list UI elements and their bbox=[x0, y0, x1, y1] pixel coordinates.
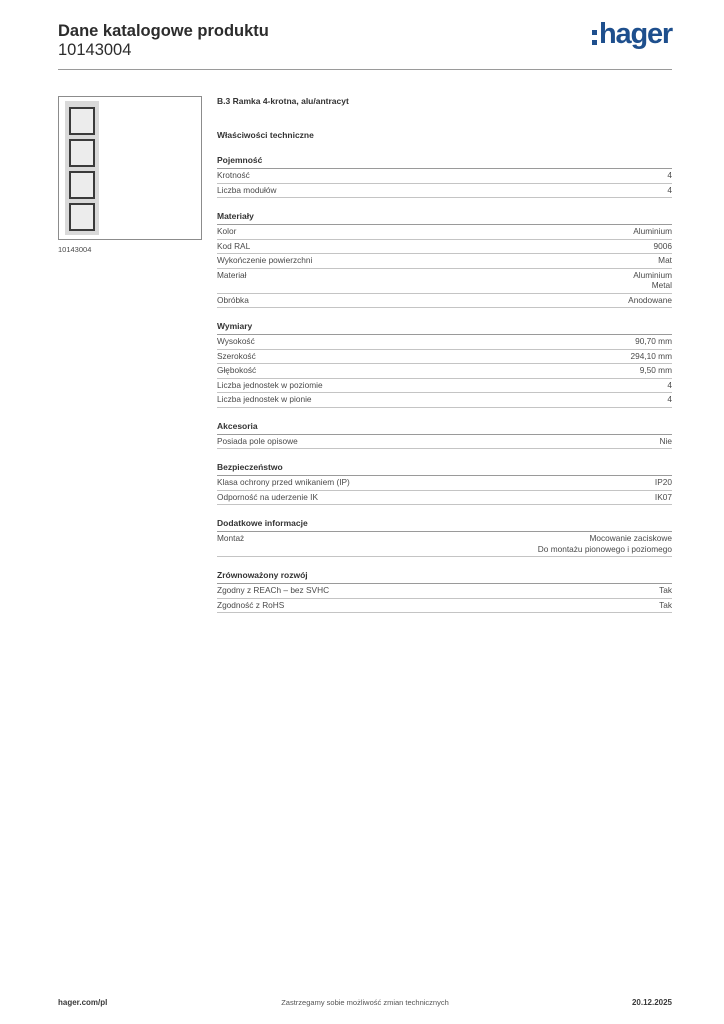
property-value-line: IP20 bbox=[654, 477, 672, 487]
property-value-line: 4 bbox=[667, 170, 672, 180]
property-label: Klasa ochrony przed wnikaniem (IP) bbox=[217, 477, 350, 487]
property-row bbox=[217, 254, 672, 269]
property-value bbox=[659, 600, 672, 611]
section bbox=[217, 461, 672, 505]
properties-sections bbox=[217, 154, 672, 613]
property-row bbox=[217, 532, 672, 557]
section-title: Wymiary bbox=[217, 320, 672, 335]
section-title: Bezpieczeństwo bbox=[217, 461, 672, 476]
property-label: Obróbka bbox=[217, 294, 249, 305]
product-name: B.3 Ramka 4-krotna, alu/antracyt bbox=[217, 96, 349, 106]
property-label: Odporność na uderzenie IK bbox=[217, 491, 319, 502]
property-value bbox=[658, 255, 672, 266]
property-value bbox=[659, 585, 672, 596]
property-value-line: Tak bbox=[659, 585, 672, 595]
property-label: Wykończenie powierzchni bbox=[217, 255, 313, 265]
property-label: Liczba jednostek w pionie bbox=[217, 394, 312, 404]
header-divider bbox=[58, 69, 672, 70]
property-row bbox=[217, 476, 672, 491]
property-label: Zgodny z REACh – bez SVHC bbox=[217, 585, 330, 595]
property-value bbox=[667, 170, 672, 181]
property-value bbox=[655, 477, 672, 488]
footer-date: 20.12.2025 bbox=[631, 998, 672, 1007]
property-value bbox=[654, 241, 672, 252]
property-label: Liczba jednostek w poziomie bbox=[217, 379, 323, 390]
property-value bbox=[640, 365, 672, 376]
property-row bbox=[217, 294, 672, 309]
section bbox=[217, 154, 672, 198]
property-row bbox=[217, 225, 672, 240]
section bbox=[217, 210, 672, 308]
property-row bbox=[217, 364, 672, 379]
section-title: Pojemność bbox=[217, 154, 672, 169]
property-label: Kolor bbox=[217, 226, 237, 236]
property-value-line: 9006 bbox=[653, 240, 672, 251]
property-row bbox=[217, 335, 672, 350]
property-value bbox=[667, 185, 672, 196]
product-number: 10143004 bbox=[58, 41, 132, 59]
property-row bbox=[217, 379, 672, 394]
image-caption: 10143004 bbox=[58, 245, 92, 254]
property-value-line: Aluminium bbox=[633, 269, 672, 280]
product-details bbox=[217, 95, 672, 613]
property-value-line: Anodowane bbox=[628, 294, 672, 305]
property-row bbox=[217, 584, 672, 599]
property-value bbox=[628, 295, 672, 306]
properties-title: Właściwości techniczne bbox=[217, 130, 314, 140]
property-label: Kod RAL bbox=[217, 240, 251, 251]
property-value bbox=[655, 492, 672, 503]
hager-logo[interactable] bbox=[592, 18, 672, 50]
property-value-line: Do montażu pionowego i poziomego bbox=[537, 543, 672, 554]
property-value-line: Aluminium bbox=[633, 226, 672, 236]
section-title: Zrównoważony rozwój bbox=[217, 569, 672, 584]
property-value bbox=[630, 351, 672, 362]
property-label: Głębokość bbox=[217, 365, 257, 375]
property-value bbox=[635, 336, 672, 347]
property-value bbox=[660, 436, 672, 447]
property-row bbox=[217, 599, 672, 614]
section-title: Akcesoria bbox=[217, 420, 672, 435]
property-value-line: Metal bbox=[651, 280, 672, 290]
property-row bbox=[217, 435, 672, 450]
property-row bbox=[217, 350, 672, 365]
property-value-line: 4 bbox=[667, 184, 672, 195]
logo-dots-icon bbox=[592, 30, 597, 45]
section bbox=[217, 320, 672, 408]
footer-website-link[interactable]: hager.com/pl bbox=[58, 998, 108, 1007]
property-value-line: 9,50 mm bbox=[639, 365, 672, 375]
property-value-line: Tak bbox=[659, 599, 672, 610]
property-value bbox=[538, 533, 672, 554]
property-value-line: 294,10 mm bbox=[630, 350, 672, 361]
property-value-line: 4 bbox=[667, 379, 672, 390]
section bbox=[217, 569, 672, 613]
property-value bbox=[667, 380, 672, 391]
property-row bbox=[217, 269, 672, 294]
section-title: Materiały bbox=[217, 210, 672, 225]
property-label: Posiada pole opisowe bbox=[217, 435, 298, 446]
property-value bbox=[633, 226, 672, 237]
property-value-line: Mat bbox=[658, 255, 672, 265]
property-value bbox=[633, 270, 672, 291]
frame-illustration bbox=[65, 101, 99, 235]
section bbox=[217, 420, 672, 450]
property-label: Montaż bbox=[217, 533, 245, 543]
property-label: Zgodność z RoHS bbox=[217, 599, 285, 610]
logo-text: hager bbox=[599, 18, 672, 50]
property-label: Krotność bbox=[217, 170, 250, 180]
property-value-line: Mocowanie zaciskowe bbox=[589, 533, 672, 543]
page-title: Dane katalogowe produktu bbox=[58, 22, 269, 40]
property-value-line: 4 bbox=[667, 394, 672, 404]
property-value-line: Nie bbox=[659, 435, 672, 446]
property-value-line: IK07 bbox=[654, 491, 672, 502]
property-value-line: 90,70 mm bbox=[635, 336, 672, 346]
footer-disclaimer: Zastrzegamy sobie możliwość zmian technicznych bbox=[281, 998, 449, 1007]
section-title: Dodatkowe informacje bbox=[217, 517, 672, 532]
property-label: Materiał bbox=[217, 269, 247, 280]
product-image bbox=[58, 96, 202, 240]
section bbox=[217, 517, 672, 557]
property-label: Wysokość bbox=[217, 336, 255, 346]
property-row bbox=[217, 240, 672, 255]
property-row bbox=[217, 169, 672, 184]
property-row bbox=[217, 491, 672, 506]
property-value bbox=[667, 394, 672, 405]
property-label: Szerokość bbox=[217, 350, 256, 361]
property-row bbox=[217, 393, 672, 408]
property-row bbox=[217, 184, 672, 199]
property-label: Liczba modułów bbox=[217, 184, 277, 195]
